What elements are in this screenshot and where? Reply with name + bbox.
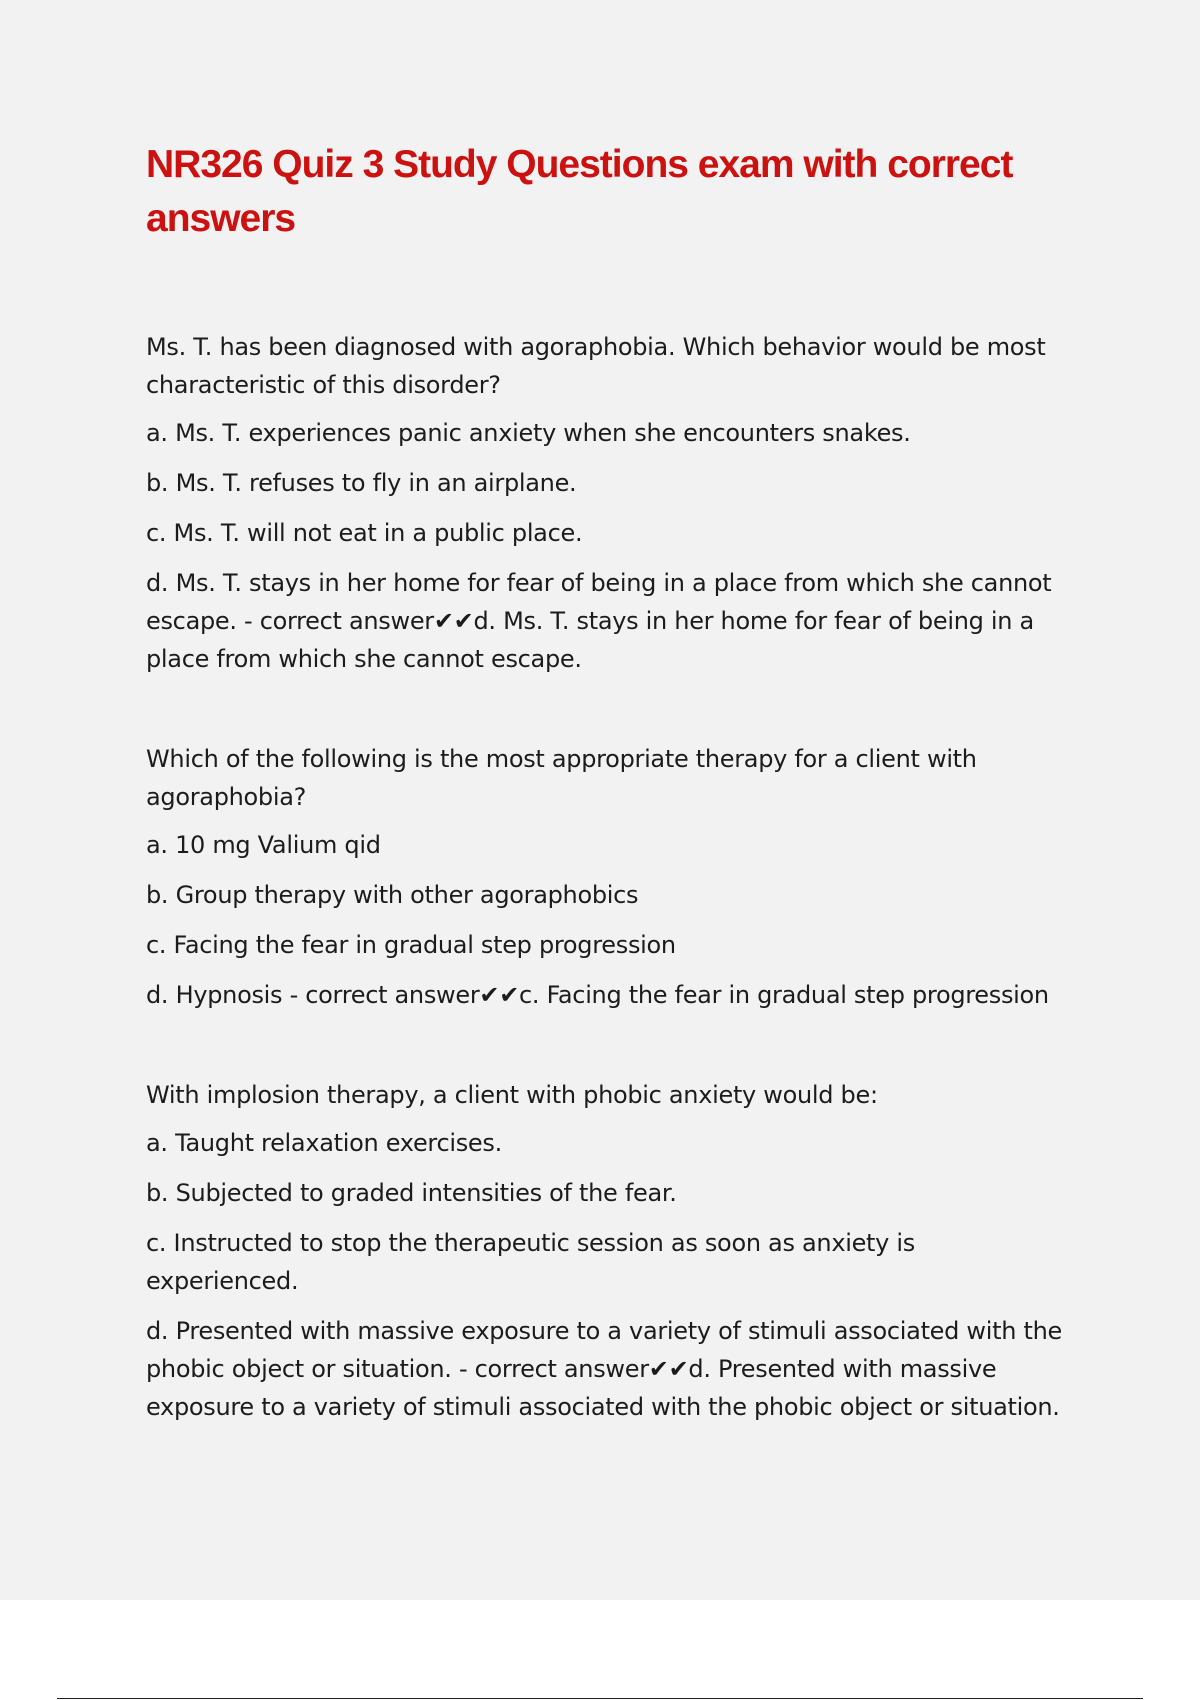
document-content bbox=[146, 138, 1066, 1426]
answer-option-b: b. Subjected to graded intensities of the fear. bbox=[146, 1179, 677, 1207]
question-2 bbox=[146, 740, 1066, 1014]
answer-option-d: d. Hypnosis - correct answer✔✔c. Facing the fear in gradual step progression bbox=[146, 981, 1049, 1009]
answer-option-d: d. Ms. T. stays in her home for fear of being in a place from which she cannot escape. - correct answer✔✔d. Ms. T. stays in her home for fear of being in a place from which she cannot escape. bbox=[146, 569, 1052, 673]
question-stem: Ms. T. has been diagnosed with agoraphobia. Which behavior would be most characteristic of this disorder? bbox=[146, 333, 1046, 399]
document-title: NR326 Quiz 3 Study Questions exam with correct answers bbox=[146, 143, 1013, 240]
question-stem: Which of the following is the most appropriate therapy for a client with agoraphobia? bbox=[146, 745, 977, 811]
answer-option-a: a. 10 mg Valium qid bbox=[146, 831, 381, 859]
answer-option-c: c. Ms. T. will not eat in a public place. bbox=[146, 519, 583, 547]
question-stem: With implosion therapy, a client with phobic anxiety would be: bbox=[146, 1081, 878, 1109]
answer-option-b: b. Group therapy with other agoraphobics bbox=[146, 881, 639, 909]
answer-option-a: a. Taught relaxation exercises. bbox=[146, 1129, 502, 1157]
answer-option-a: a. Ms. T. experiences panic anxiety when she encounters snakes. bbox=[146, 419, 911, 447]
question-3 bbox=[146, 1076, 1066, 1426]
footer-divider bbox=[57, 1698, 1143, 1699]
question-1 bbox=[146, 328, 1066, 678]
answer-option-b: b. Ms. T. refuses to fly in an airplane. bbox=[146, 469, 577, 497]
answer-option-d: d. Presented with massive exposure to a variety of stimuli associated with the phobic object or situation. - correct answer✔✔d. Presented with massive exposure to a variety of stimuli associated with the phobic object or situation. bbox=[146, 1317, 1062, 1421]
answer-option-c: c. Facing the fear in gradual step progression bbox=[146, 931, 676, 959]
answer-option-c: c. Instructed to stop the therapeutic session as soon as anxiety is experienced. bbox=[146, 1229, 915, 1295]
